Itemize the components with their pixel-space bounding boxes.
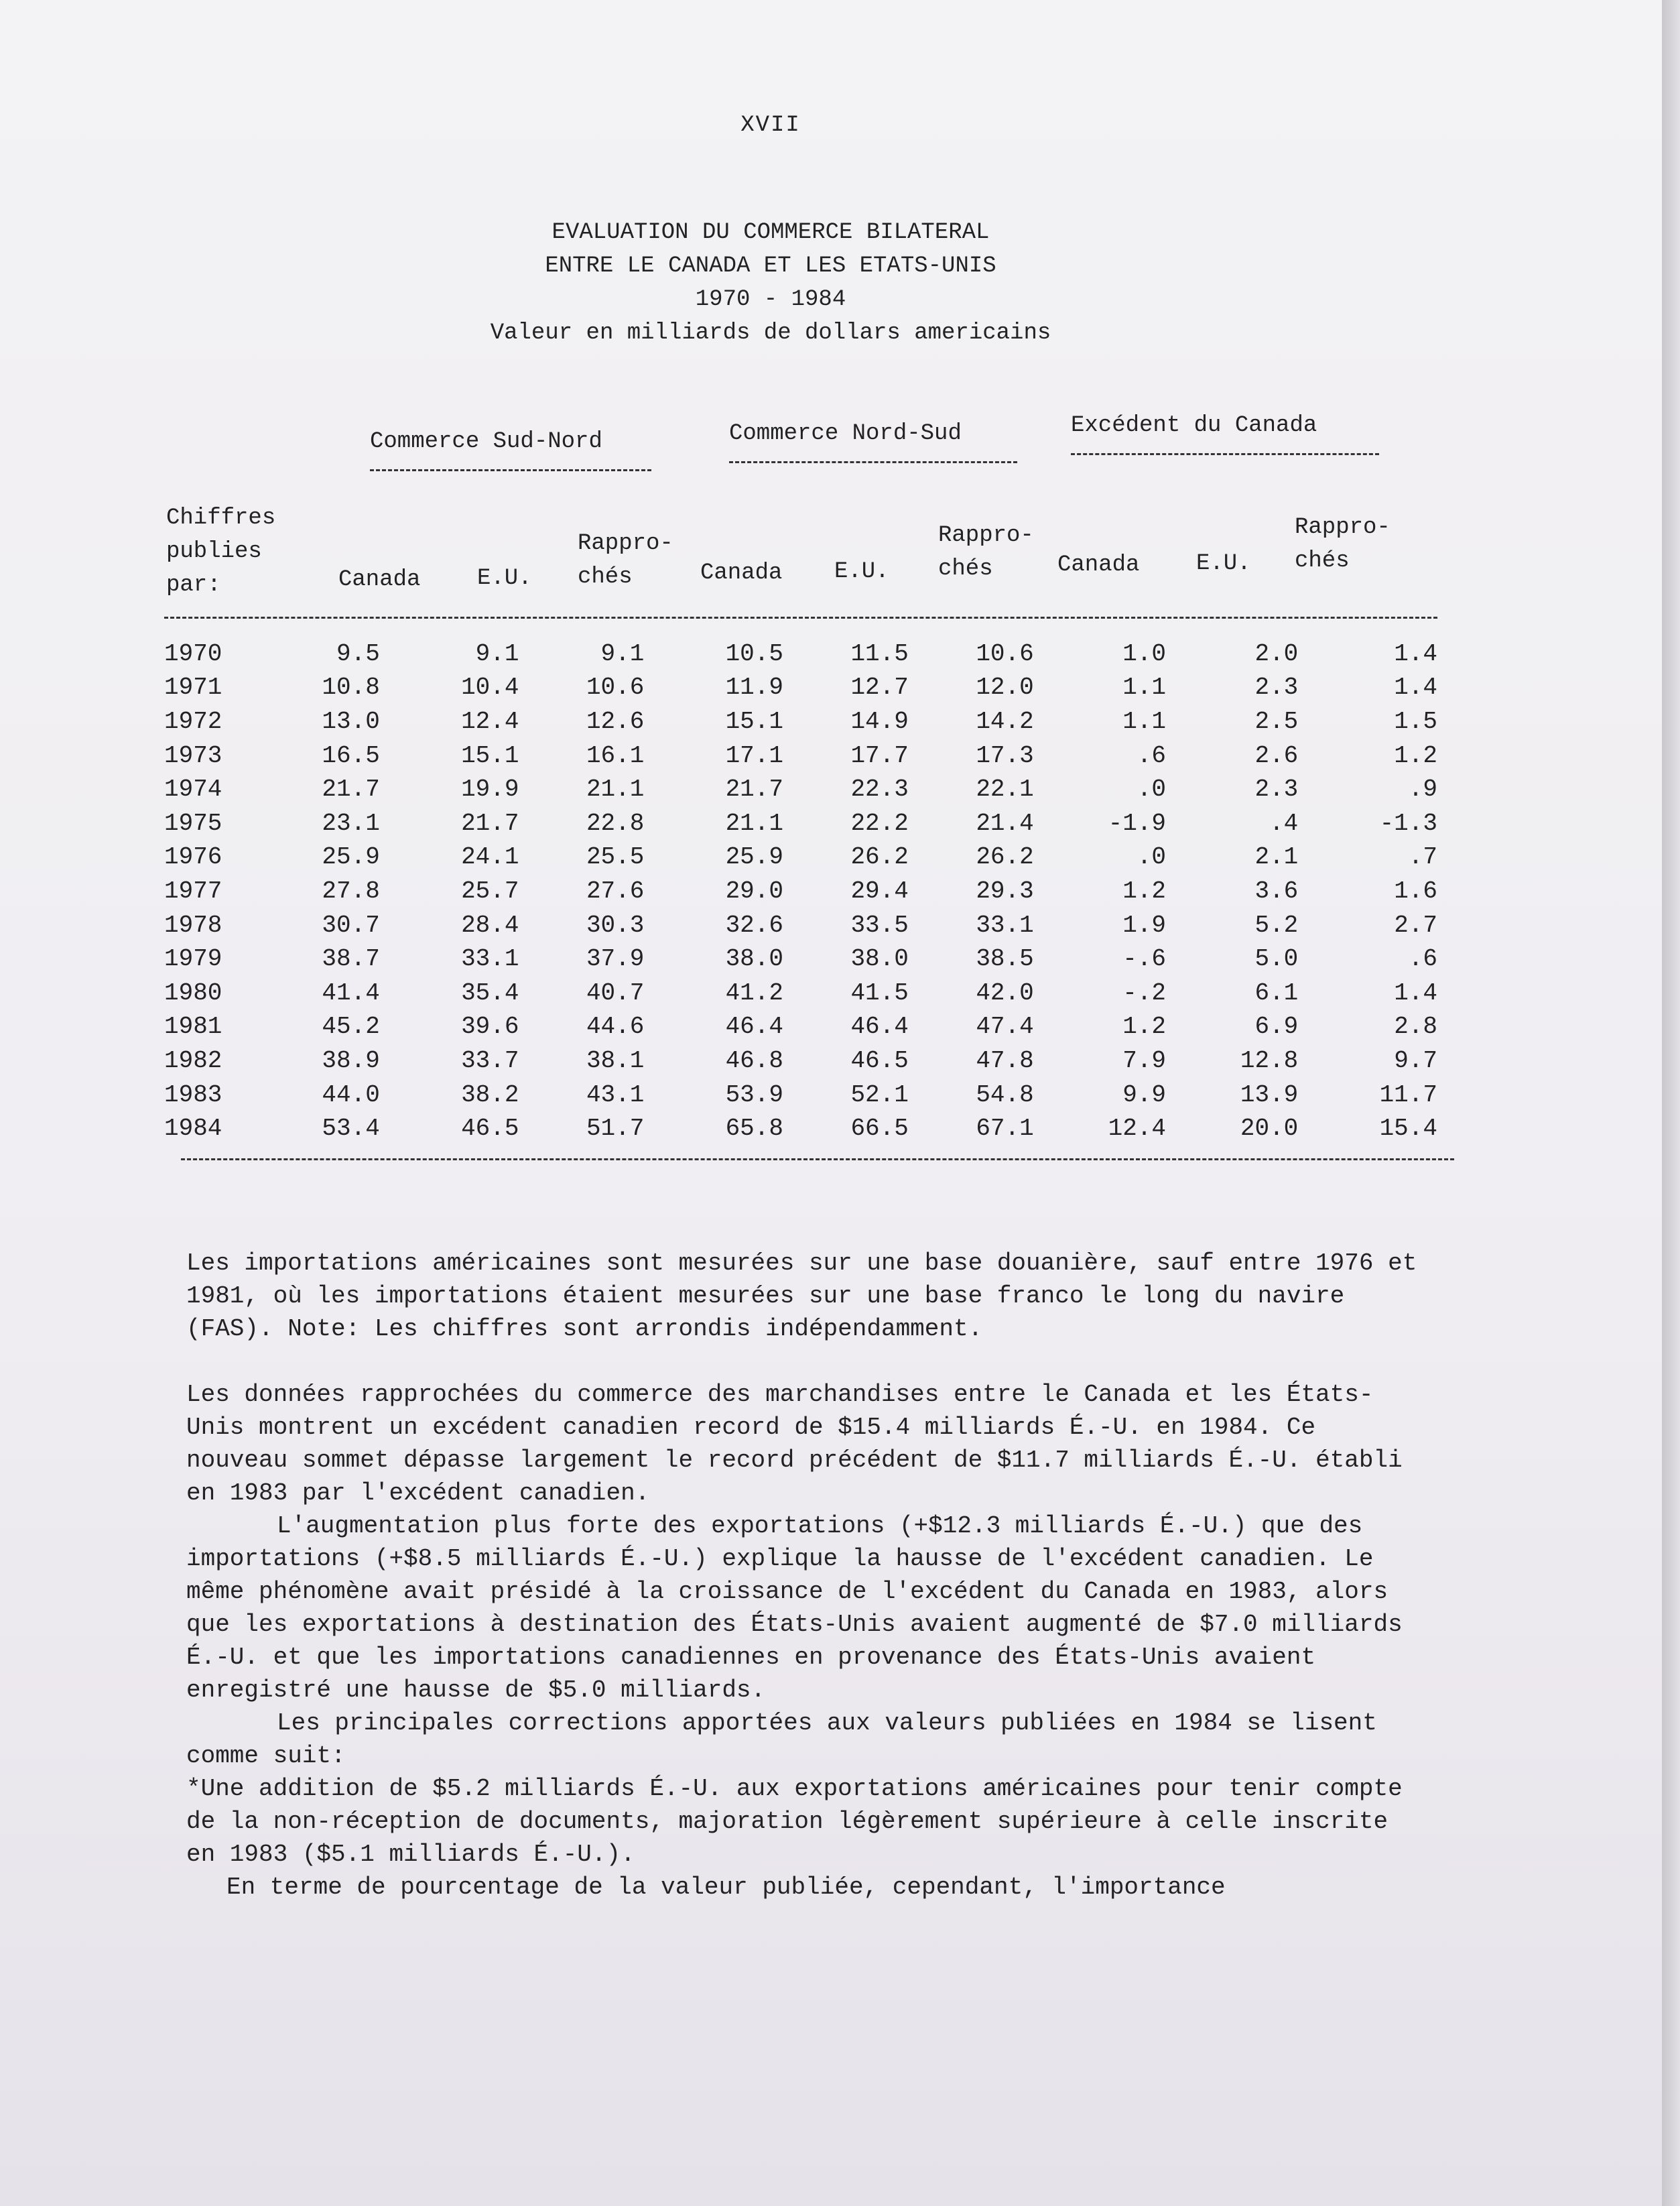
value-cell: 10.6 [586,674,645,702]
value-cell: 44.6 [586,1013,645,1041]
note-paragraph: Les principales corrections apportées aux valeurs publiées en 1984 se lisent comme suit: [186,1709,1377,1770]
group-header-excedent: Excédent du Canada [1071,413,1317,438]
value-cell: 21.7 [461,809,519,837]
value-cell: 11.7 [1379,1081,1437,1109]
year-cell: 1976 [164,843,222,871]
table-row [164,942,1437,976]
value-cell: 46.4 [850,1013,909,1041]
table-row [164,1044,1437,1078]
value-cell: 12.4 [1108,1115,1167,1143]
year-cell: 1977 [164,877,222,905]
year-cell: 1981 [164,1013,222,1041]
value-cell: 38.2 [461,1081,519,1109]
value-cell: 12.6 [586,707,645,735]
value-cell: 1.0 [1122,639,1167,668]
note-paragraph: Les données rapprochées du commerce des marchandises entre le Canada et les États-Unis montrent un excédent canadien record de $15.4 milliards É.-U. en 1984. Ce nouveau sommet dépasse largement le record précédent de $11.7 milliards É.-U. établi en 1983 par l'excédent canadien. [186,1381,1403,1507]
value-cell: 10.4 [461,674,519,702]
note-paragraph: En terme de pourcentage de la valeur publiée, cependant, l'importance [227,1874,1226,1901]
value-cell: .0 [1137,776,1167,804]
value-cell: 65.8 [725,1115,783,1143]
value-cell: .0 [1137,843,1167,871]
value-cell: 38.7 [322,945,380,973]
trade-table-body [164,637,1437,1146]
table-row [164,739,1437,773]
value-cell: 53.9 [725,1081,783,1109]
col-header-canada: Canada [700,560,783,586]
value-cell: 38.1 [586,1046,645,1075]
value-cell: -.2 [1122,979,1167,1007]
value-cell: 25.9 [322,843,380,871]
group-rule [1071,453,1379,455]
value-cell: 67.1 [976,1115,1034,1143]
value-cell: 10.8 [322,674,380,702]
value-cell: 1.9 [1122,911,1167,939]
value-cell: 2.1 [1254,843,1299,871]
value-cell: 10.6 [976,639,1034,668]
value-cell: 9.1 [475,639,519,668]
value-cell: 51.7 [586,1115,645,1143]
footer-rule [181,1158,1454,1160]
value-cell: 43.1 [586,1081,645,1109]
value-cell: 46.4 [725,1013,783,1041]
value-cell: 5.2 [1254,911,1299,939]
value-cell: 6.1 [1254,979,1299,1007]
value-cell: 25.7 [461,877,519,905]
value-cell: 1.1 [1122,674,1167,702]
year-cell: 1971 [164,674,222,702]
row-header-label: Chiffres publies par: [166,505,276,598]
value-cell: .6 [1408,945,1437,973]
value-cell: 21.4 [976,809,1034,837]
table-row [164,976,1437,1010]
value-cell: 12.0 [976,674,1034,702]
value-cell: 2.3 [1254,674,1299,702]
value-cell: 22.3 [850,776,909,804]
value-cell: 12.7 [850,674,909,702]
value-cell: 47.4 [976,1013,1034,1041]
trade-table [164,637,1437,1146]
table-row [164,637,1437,671]
header-rule [164,617,1437,619]
note-paragraph: *Une addition de $5.2 milliards É.-U. aux exportations américaines pour tenir compte de la non-réception de documents, majoration légèrement supérieure à celle inscrite en 1983 ($5.1 milliards É.-U.). [186,1775,1403,1868]
title-line-2: ENTRE LE CANADA ET LES ETATS-UNIS [545,253,996,279]
year-cell: 1973 [164,741,222,770]
group-rule [370,469,651,471]
value-cell: 29.3 [976,877,1034,905]
value-cell: 14.9 [850,707,909,735]
value-cell: 42.0 [976,979,1034,1007]
value-cell: 9.5 [336,639,380,668]
year-cell: 1979 [164,945,222,973]
table-row [164,874,1437,908]
value-cell: 38.9 [322,1046,380,1075]
value-cell: 29.0 [725,877,783,905]
value-cell: 21.1 [586,776,645,804]
value-cell: .6 [1137,741,1167,770]
year-cell: 1978 [164,911,222,939]
table-row [164,772,1437,806]
value-cell: 13.0 [322,707,380,735]
value-cell: 11.5 [850,639,909,668]
note-paragraph: Les importations américaines sont mesurées sur une base douanière, sauf entre 1976 et 1981, où les importations étaient mesurées sur une base franco le long du navire (FAS). Note: Les chiffres sont arrondis indépendamment. [186,1249,1417,1343]
col-header-eu: E.U. [834,559,889,585]
value-cell: 26.2 [976,843,1034,871]
col-header-eu: E.U. [1196,551,1251,576]
value-cell: 27.6 [586,877,645,905]
value-cell: 29.4 [850,877,909,905]
value-cell: 40.7 [586,979,645,1007]
table-title [0,216,1541,350]
year-cell: 1972 [164,707,222,735]
group-rule [729,461,1017,463]
value-cell: 53.4 [322,1115,380,1143]
value-cell: 1.2 [1122,877,1167,905]
value-cell: 25.5 [586,843,645,871]
table-row [164,671,1437,705]
value-cell: 17.3 [976,741,1034,770]
value-cell: 14.2 [976,707,1034,735]
notes-block [186,1247,1426,1904]
value-cell: 26.2 [850,843,909,871]
note-paragraph: L'augmentation plus forte des exportations (+$12.3 milliards É.-U.) que des importations (+$8.5 milliards É.-U.) explique la hausse de l'excédent canadien. Le même phénomène avait présidé à la croissance de l'excédent du Canada en 1983, alors que les exportations à destination des États-Unis avaient augmenté de $7.0 milliards É.-U. et que les importations canadiennes en provenance des États-Unis avaient enregistré une hausse de $5.0 milliards. [186,1512,1403,1704]
value-cell: 7.9 [1122,1046,1167,1075]
value-cell: 66.5 [850,1115,909,1143]
value-cell: -1.3 [1379,809,1437,837]
col-header-canada: Canada [338,567,421,593]
value-cell: 1.1 [1122,707,1167,735]
value-cell: 32.6 [725,911,783,939]
value-cell: 9.7 [1394,1046,1437,1075]
value-cell: 1.2 [1394,741,1437,770]
value-cell: 23.1 [322,809,380,837]
value-cell: 38.0 [850,945,909,973]
year-cell: 1984 [164,1115,222,1143]
value-cell: 21.7 [322,776,380,804]
value-cell: .4 [1269,809,1299,837]
title-line-1: EVALUATION DU COMMERCE BILATERAL [552,220,990,245]
value-cell: 37.9 [586,945,645,973]
value-cell: 2.7 [1394,911,1437,939]
value-cell: 1.2 [1122,1013,1167,1041]
col-header-rapproches: Rappro- chés [938,523,1034,582]
value-cell: 21.1 [725,809,783,837]
year-cell: 1970 [164,639,222,668]
col-header-canada: Canada [1057,552,1140,578]
value-cell: 24.1 [461,843,519,871]
year-cell: 1974 [164,776,222,804]
value-cell: 39.6 [461,1013,519,1041]
table-row [164,1078,1437,1112]
value-cell: 1.5 [1394,707,1437,735]
value-cell: 1.6 [1394,877,1437,905]
value-cell: 45.2 [322,1013,380,1041]
value-cell: 15.1 [461,741,519,770]
value-cell: 41.4 [322,979,380,1007]
table-row [164,841,1437,875]
value-cell: 33.5 [850,911,909,939]
value-cell: 21.7 [725,776,783,804]
value-cell: 20.0 [1240,1115,1299,1143]
value-cell: 12.4 [461,707,519,735]
year-cell: 1975 [164,809,222,837]
value-cell: 2.3 [1254,776,1299,804]
value-cell: 44.0 [322,1081,380,1109]
col-header-eu: E.U. [477,566,532,591]
title-line-3: 1970 - 1984 [695,287,846,312]
value-cell: -.6 [1122,945,1167,973]
value-cell: 1.4 [1394,674,1437,702]
value-cell: 41.2 [725,979,783,1007]
value-cell: 2.5 [1254,707,1299,735]
title-line-4: Valeur en milliards de dollars americains [490,320,1051,346]
page-number: XVII [740,113,801,138]
value-cell: 1.4 [1394,639,1437,668]
value-cell: 30.3 [586,911,645,939]
value-cell: 46.8 [725,1046,783,1075]
value-cell: 5.0 [1254,945,1299,973]
group-header-nord-sud: Commerce Nord-Sud [729,421,962,446]
value-cell: 1.4 [1394,979,1437,1007]
group-header-sud-nord: Commerce Sud-Nord [370,429,602,454]
value-cell: 16.5 [322,741,380,770]
table-row [164,1111,1437,1146]
value-cell: 46.5 [461,1115,519,1143]
table-row [164,704,1437,739]
value-cell: 33.7 [461,1046,519,1075]
value-cell: 35.4 [461,979,519,1007]
value-cell: 2.6 [1254,741,1299,770]
value-cell: 22.2 [850,809,909,837]
value-cell: 17.7 [850,741,909,770]
table-row [164,908,1437,942]
value-cell: 28.4 [461,911,519,939]
value-cell: 16.1 [586,741,645,770]
year-cell: 1983 [164,1081,222,1109]
value-cell: 17.1 [725,741,783,770]
value-cell: -1.9 [1108,809,1167,837]
value-cell: 25.9 [725,843,783,871]
value-cell: 2.8 [1394,1013,1437,1041]
value-cell: 9.9 [1122,1081,1167,1109]
value-cell: 2.0 [1254,639,1299,668]
value-cell: 9.1 [600,639,645,668]
value-cell: 54.8 [976,1081,1034,1109]
value-cell: .7 [1408,843,1437,871]
value-cell: 11.9 [725,674,783,702]
value-cell: 46.5 [850,1046,909,1075]
value-cell: 38.5 [976,945,1034,973]
value-cell: 47.8 [976,1046,1034,1075]
value-cell: 10.5 [725,639,783,668]
value-cell: 22.8 [586,809,645,837]
value-cell: 41.5 [850,979,909,1007]
value-cell: 33.1 [461,945,519,973]
value-cell: .9 [1408,776,1437,804]
value-cell: 38.0 [725,945,783,973]
value-cell: 3.6 [1254,877,1299,905]
value-cell: 12.8 [1240,1046,1299,1075]
year-cell: 1982 [164,1046,222,1075]
value-cell: 13.9 [1240,1081,1299,1109]
table-row [164,1010,1437,1044]
value-cell: 15.4 [1379,1115,1437,1143]
col-header-rapproches: Rappro- chés [1295,515,1391,574]
value-cell: 19.9 [461,776,519,804]
value-cell: 52.1 [850,1081,909,1109]
value-cell: 33.1 [976,911,1034,939]
page-edge [1662,0,1680,2206]
value-cell: 15.1 [725,707,783,735]
value-cell: 27.8 [322,877,380,905]
value-cell: 30.7 [322,911,380,939]
value-cell: 22.1 [976,776,1034,804]
value-cell: 6.9 [1254,1013,1299,1041]
col-header-rapproches: Rappro- chés [578,531,673,590]
year-cell: 1980 [164,979,222,1007]
table-row [164,806,1437,841]
